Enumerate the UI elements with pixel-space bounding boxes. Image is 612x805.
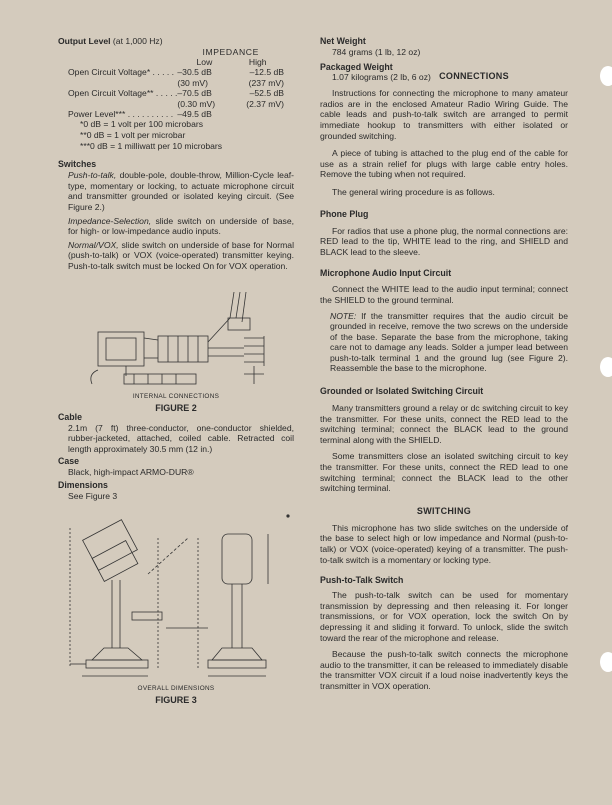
ptt-text: double-pole, double-throw, Million-Cycle leaf-type, momentary or locking, to actuate microphone circuit and transmitter grounded or isolated keying circuit. (See Figure 2.): [68, 170, 294, 212]
footnote-2: **0 dB = 1 volt per microbar: [80, 130, 186, 141]
figure-3: [58, 508, 294, 708]
impedance-text: slide switch on underside of base, for high- or low-impedance audio inputs.: [68, 215, 295, 237]
switches-section: [58, 159, 294, 271]
switch-block: [158, 336, 208, 362]
dimensions-text: See Figure 3: [68, 490, 118, 501]
mic-audio-text: Connect the WHITE lead to the audio input terminal; connect the SHIELD to the ground terminal.: [320, 284, 568, 305]
power-level-value: –49.5 dB: [177, 109, 212, 120]
output-level-table: IMPEDANCE Low High Open Circuit Voltage* . . . . . –30.5 dB –12.5 dB (30 mV) (237 mV) Open Circuit Voltage** . . . . . –70.5 dB –52.5 dB (0.30 mV) (2.37 mV) Power Level*** . . . . . . . . . . –49.5 dB: [68, 46, 284, 120]
net-weight-heading: Net Weight: [320, 36, 366, 46]
oc1-low-mv: (30 mV): [177, 77, 208, 88]
cable-section: [58, 412, 294, 455]
packaged-weight-heading: Packaged Weight: [320, 61, 393, 72]
cartridge-shape: [98, 332, 144, 366]
note-text: If the transmitter requires that the audio circuit be grounded in receive, remove the two screws on the underside of the base. Separate the base from the microphone, taking care not to damage any leads. Solder a jumper lead between push-to-talk terminal 1 and the ground lug (see Figure 2). Reassemble the base to the microphone.: [330, 310, 568, 374]
footnote-3: ***0 dB = 1 milliwatt per 10 microbars: [80, 140, 223, 151]
binder-hole: [600, 357, 612, 377]
connections-para-1: Instructions for connecting the microphone to many amateur radios are in the enclosed Amateur Radio Wiring Guide. The cable leads and push-to-talk switch are arranged to permit immediate hookup to transmitters with either isolated or grounded switching.: [320, 88, 568, 141]
dimensions-heading: Dimensions: [58, 479, 108, 490]
mic-base-side: [92, 648, 142, 660]
power-level-label: Power Level***: [68, 109, 126, 120]
oc1-low: –30.5 dB: [177, 67, 212, 78]
connections-heading: CONNECTIONS: [439, 71, 509, 82]
figure-3-title: FIGURE 3: [155, 694, 197, 705]
switching-heading: SWITCHING: [416, 505, 472, 516]
oc2-high-mv: (2.37 mV): [246, 98, 284, 109]
output-level-section: [58, 36, 294, 151]
cable-text: 2.1m (7 ft) three-conductor, one-conductor shielded, rubber-jacketed, attached, coiled cable. Retracted coil length approximately 30.5 mm (12 in.): [68, 422, 294, 454]
mic-audio-note: [330, 311, 568, 375]
overall-dimensions-diagram: [58, 508, 294, 682]
note-label: NOTE:: [330, 310, 357, 321]
net-weight-text: 784 grams (1 lb, 12 oz): [332, 47, 421, 57]
internal-connections-diagram: [58, 278, 294, 390]
ptt-para-2: Because the push-to-talk switch connects the microphone audio to the transmitter, it can be released to immediately disable the transmitter VOX circuit if a loud noise inadvertently keys the transmitter in VOX operation.: [320, 649, 568, 691]
figure-2-title: FIGURE 2: [155, 402, 197, 413]
ptt-heading: Push-to-Talk Switch: [320, 575, 404, 586]
packaged-weight-text: 1.07 kilograms (2 lb, 6 oz): [332, 71, 431, 82]
binder-hole: [600, 652, 612, 672]
case-section: [58, 456, 294, 478]
mic-audio-heading: Microphone Audio Input Circuit: [320, 268, 452, 279]
cable-heading: Cable: [58, 411, 82, 422]
oc2-low: –70.5 dB: [177, 88, 212, 99]
phone-plug-text: For radios that use a phone plug, the normal connections are: RED lead to the tip, WHITE lead to the ring, and SHIELD and BLACK lead to the sleeve.: [320, 225, 568, 257]
oc2-high: –52.5 dB: [249, 88, 284, 99]
binder-hole: [600, 66, 612, 86]
grounded-para-2: Some transmitters close an isolated switching circuit to key the transmitter. For these units, connect the RED lead to one switching terminal; connect the BLACK lead to the other switching terminal.: [320, 451, 568, 494]
high-label: High: [248, 57, 267, 67]
vox-text: slide switch on underside of base for Normal (push-to-talk) or VOX (voice-operated) transmitter keying. Push-to-talk switch must be locked On for VOX operation.: [68, 239, 294, 271]
ptt-lead: Push-to-talk,: [68, 170, 117, 181]
impedance-label: IMPEDANCE: [202, 46, 259, 57]
switching-para-1: This microphone has two slide switches on the underside of the base to select high or low impedance and Normal (push-to-talk) or VOX (voice-operated) keying of a transmitter. The push-to-talk switch is a momentary or locking type.: [320, 522, 568, 565]
impedance-lead: Impedance-Selection,: [68, 215, 152, 226]
oc1-high-mv: (237 mV): [248, 77, 284, 88]
oc1-label: Open Circuit Voltage*: [68, 67, 151, 78]
grounded-heading: Grounded or Isolated Switching Circuit: [320, 386, 484, 397]
figure-2-subtitle: INTERNAL CONNECTIONS: [132, 393, 220, 401]
case-text: Black, high-impact ARMO-DUR®: [68, 467, 194, 478]
right-column: [320, 36, 568, 692]
connections-para-2: A piece of tubing is attached to the plug end of the cable for use as a strain relief for plugs with large cable entry holes. Remove the tubing when not required.: [320, 148, 568, 180]
vox-lead: Normal/VOX,: [68, 239, 119, 250]
net-weight-section: [320, 36, 568, 58]
oc1-high: –12.5 dB: [249, 67, 284, 78]
footnote-1: *0 dB = 1 volt per 100 microbars: [80, 119, 204, 130]
oc2-low-mv: (0.30 mV): [177, 98, 216, 109]
low-label: Low: [196, 57, 213, 67]
mic-head-side: [83, 519, 138, 570]
figure-3-subtitle: OVERALL DIMENSIONS: [137, 685, 215, 693]
ptt-para-1: The push-to-talk switch can be used for momentary transmission by depressing and then releasing it. For longer transmissions, or for VOX operation, lock the switch On by depressing it and sliding it forward. To unlock, slide the switch toward the rear of the microphone and release.: [320, 590, 568, 643]
figure-2: [58, 278, 294, 412]
oc2-label: Open Circuit Voltage**: [68, 88, 154, 99]
case-heading: Case: [58, 456, 80, 467]
switches-heading: Switches: [58, 159, 97, 170]
switches-ptt-para: [68, 170, 294, 212]
mic-base-front: [212, 648, 262, 660]
mic-head-front: [222, 534, 252, 584]
connections-para-3: The general wiring procedure is as follows.: [332, 186, 495, 197]
output-level-note: (at 1,000 Hz): [112, 36, 163, 46]
left-column: [58, 36, 294, 708]
grounded-para-1: Many transmitters ground a relay or dc switching circuit to key the transmitter. For these units, connect the RED lead to the switching terminal; connect the BLACK lead to the ground terminal along with the SHIELD.: [320, 403, 568, 445]
phone-plug-heading: Phone Plug: [320, 208, 369, 219]
switches-impedance-para: [68, 216, 294, 237]
output-level-heading: Output Level: [58, 36, 111, 46]
dimensions-section: [58, 480, 294, 502]
switches-vox-para: [68, 240, 294, 272]
